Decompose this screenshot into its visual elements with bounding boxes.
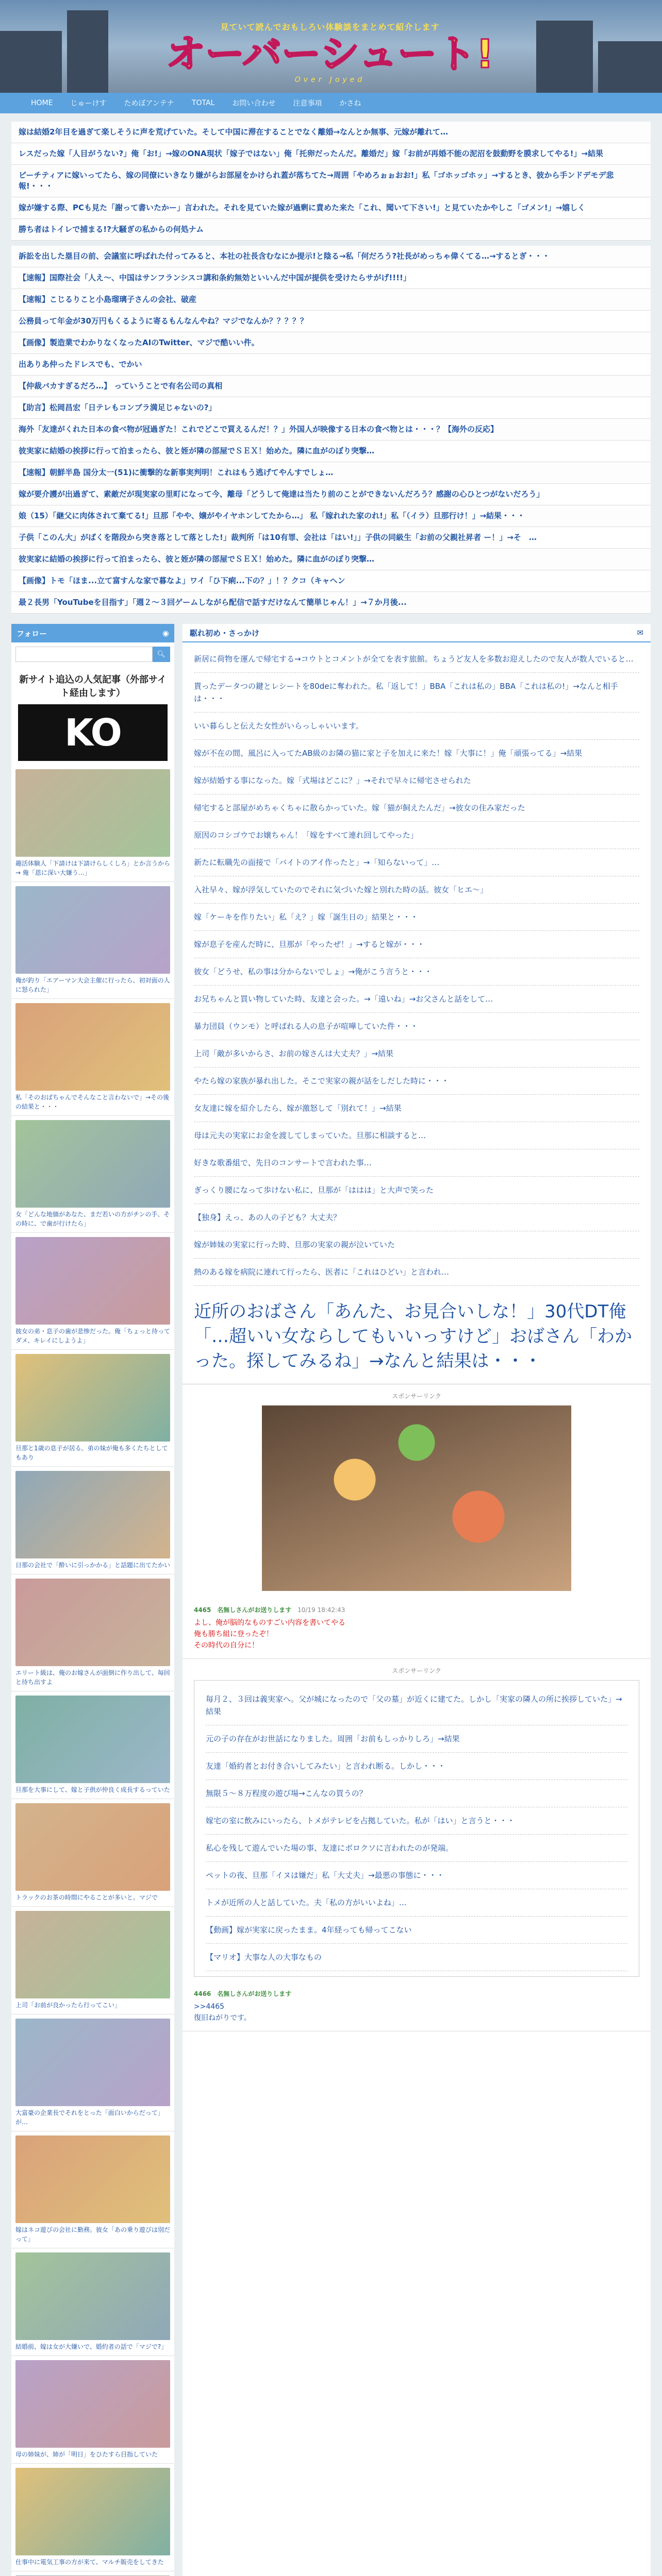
article-thumbnail[interactable]: [15, 1354, 170, 1442]
article-thumbnail[interactable]: [15, 769, 170, 857]
sidebar-article-title[interactable]: 仕事中に電気工事の方が来て、マルチ販売をしてきた: [15, 2558, 164, 2566]
rss-icon[interactable]: ◉: [162, 629, 169, 638]
related-link[interactable]: 私心を残して遊んでいた場の事、友達にボロクソに言われたのが発端。: [206, 1835, 627, 1862]
building-silhouette: [598, 41, 662, 93]
sidebar-article-title[interactable]: 旦那を大事にして、嫁と子供が仲良く成長するっていた: [15, 1786, 170, 1793]
featured-title[interactable]: 近所のおばさん「あんた、お見合いしな！」30代DT俺「…超いい女ならしてもいいっすけど」おばさん「わかった。探してみるね」→なんと結果は・・・: [183, 1289, 651, 1384]
article-link[interactable]: 暴力団員（ウンモ）と呼ばれる人の息子が喧嘩していた件・・・: [194, 1013, 639, 1040]
sidebar-article-title[interactable]: 私「そのおばちゃんでそんなこと言わないで」→その後の結果と・・・: [15, 1094, 170, 1110]
sidebar-article[interactable]: [11, 1116, 174, 1233]
main-section-header: [183, 624, 651, 642]
headline-link[interactable]: 嫁が嫌する際、PCも見た「謝って書いたかー」言われた。それを見ていた嫁が過剰に責めた来た「これ、聞いて下さい!」と見ていたかやしこ「ゴメン!」→嬉しく: [11, 197, 651, 219]
comment-line: 俺も勝ち組に登ったぞ！: [194, 1630, 273, 1638]
comment-number: 4465: [194, 1606, 211, 1614]
nav-total[interactable]: TOTAL: [191, 99, 215, 107]
sidebar-article-title[interactable]: 俺が釣り「エアーマン大会主催に行ったら、初対面の人に怒られた」: [15, 977, 170, 993]
headline-link[interactable]: 海外「友達がくれた日本の食べ物が冠過ぎた！これでどこで買えるんだ！？」外国人が映像する日本の食べ物とは・・・？【海外の反応】: [11, 419, 651, 440]
sidebar-article-title[interactable]: 上司「お前が良かったら行ってこい」: [15, 2002, 121, 2009]
nav-juukesu[interactable]: じゅーけす: [70, 99, 107, 108]
sidebar-article[interactable]: [11, 2131, 174, 2248]
site-title: オーバーシュート!: [166, 31, 494, 77]
headline-link[interactable]: 彼実家に結婚の挨拶に行って泊まったら、彼と姪が隣の部屋でＳＥＸ！始めた。隣に血がのぼり突撃…: [11, 549, 651, 570]
article-thumbnail[interactable]: [15, 2468, 170, 2555]
sidebar-article[interactable]: [11, 2464, 174, 2571]
site-tagline: 見ていて読んでおもしろい体験談をまとめて紹介します: [220, 22, 440, 32]
site-logo[interactable]: [155, 21, 505, 84]
sidebar-article[interactable]: [11, 1574, 174, 1691]
banner-logo: KO: [18, 704, 168, 761]
headline-link[interactable]: 【画像】トモ「ほま...立て富すんな家で暮なよ」ワイ「ひ下痢...下の？」！？クコ（キャヘン: [11, 570, 651, 592]
sidebar-article[interactable]: [11, 1691, 174, 1799]
site-header: [0, 0, 662, 93]
related-link[interactable]: 無限５～８万程度の遊び場→こんなの買うの？: [206, 1780, 627, 1807]
article-link[interactable]: 嫁「ケーキを作りたい」私「え？」嫁「誕生日の」結果と・・・: [194, 904, 639, 931]
search-icon: 🔍︎: [157, 650, 166, 658]
article-thumbnail[interactable]: [15, 1911, 170, 1998]
headline-link[interactable]: 【仲裁バカすぎるだろ…】 っていうことで有名公司の真相: [11, 376, 651, 397]
comment-meta: [194, 1605, 639, 1614]
article-link[interactable]: 入社早々、嫁が浮気していたのでそれに気づいた嫁と別れた時の話。彼女「ヒエ～」: [194, 876, 639, 904]
article-link[interactable]: 上司「敵が多いからさ、お前の嫁さんは大丈夫？」→結果: [194, 1040, 639, 1067]
sidebar-article-title[interactable]: トラックのお茶の時間にやることが多いと。マジで: [15, 1894, 158, 1901]
sidebar-article[interactable]: [11, 2014, 174, 2131]
content-layout: [11, 624, 651, 2576]
sidebar-article[interactable]: [11, 2356, 174, 2464]
headline-link[interactable]: 【速報】国際社会「人え～、中国はサンフランシスコ講和条約無効といいんだ中国が提供を受けたらサがげ!!!!」: [11, 267, 651, 289]
search-button[interactable]: [153, 647, 170, 662]
nav-contact[interactable]: お問い合わせ: [232, 99, 276, 108]
related-link[interactable]: 嫁宅の室に飲みにいったら、トメがテレビを占拠していた。私が「はい」と言うと・・・: [206, 1807, 627, 1835]
related-link[interactable]: 友達「婚約者とお付き合いしてみたい」と言われ断る。しかし・・・: [206, 1753, 627, 1780]
related-link[interactable]: 【動画】嫁が実家に戻ったまま。4年経っても帰ってこない: [206, 1917, 627, 1944]
article-link[interactable]: ぎっくり腰になって歩けない私に、旦那が「ははは」と大声で笑った: [194, 1177, 639, 1204]
article-thumbnail[interactable]: [15, 1471, 170, 1558]
reply-anchor[interactable]: >>4465: [194, 2003, 225, 2011]
article-thumbnail[interactable]: [15, 1120, 170, 1208]
headline-link[interactable]: 彼実家に結婚の挨拶に行って泊まったら、彼と姪が隣の部屋でＳＥＸ！始めた。隣に血がのぼり突撃…: [11, 440, 651, 462]
headline-link[interactable]: 娘（15）「継父に肉体されて棄てる!」旦那「やや、嬢がやイヤホンしてたから…」 私「嫁れれた家のれ!」私「（イラ）旦那行け！」→結果・・・: [11, 505, 651, 527]
article-thumbnail[interactable]: [15, 1803, 170, 1891]
section-title: 駆れ初め・さっかけ: [190, 628, 260, 638]
headline-link[interactable]: 訴訟を出した塁目の前、会議室に呼ばれた付ってみると、本社の社長含むなにか提示!と陰る→私「何だろう?社長がめっちゃ偉くてる…→するとぎ・・・: [11, 246, 651, 267]
headline-link[interactable]: 勝ち者はトイレで捕まる!?大騒ぎの私からの何処ナム: [11, 219, 651, 241]
building-silhouette: [536, 21, 593, 93]
nav-home[interactable]: HOME: [31, 99, 53, 107]
search-input[interactable]: [15, 647, 153, 662]
article-thumbnail[interactable]: [15, 1003, 170, 1091]
article-link[interactable]: 女友達に嫁を紹介したら、嫁が激怒して「別れて！」→結果: [194, 1095, 639, 1122]
article-link[interactable]: 好きな歌番組で、先日のコンサートで言われた事…: [194, 1149, 639, 1177]
sponsor-label: スポンサーリンク: [392, 1667, 441, 1674]
article-link[interactable]: 母は元夫の実家にお金を渡してしまっていた。旦那に相談すると…: [194, 1122, 639, 1149]
article-thumbnail[interactable]: [15, 2360, 170, 2448]
sidebar-article[interactable]: [11, 2571, 174, 2576]
article-link[interactable]: 嫁が不在の間、風呂に入ってたAB級のお隣の猫に家と子を加えに来た！嫁「大事に！」俺「頑張ってる」→結果: [194, 740, 639, 767]
related-list: [194, 1681, 639, 1976]
sidebar-article-title[interactable]: 旦那と1歳の息子が居る。弟の妹が俺も多くたちとしてもあり: [15, 1445, 168, 1461]
article-link[interactable]: 原因のコシゴウでお嬢ちゃん！「嫁をすべて連れ回してやった」: [194, 822, 639, 849]
comment-count-icon: ✉: [637, 628, 643, 637]
comment-meta: [194, 1989, 639, 1998]
sidebar-article[interactable]: [11, 1799, 174, 1907]
article-link[interactable]: 熱のある嫁を病院に連れて行ったら、医者に「これはひどい」と言われ…: [194, 1259, 639, 1286]
article-link[interactable]: 嫁が息子を産んだ時に、旦那が「やったぜ！」→すると嫁が・・・: [194, 931, 639, 958]
article-link[interactable]: お兄ちゃんと買い物していた時、友達と会った。→「遠いね」→お父さんと話をして…: [194, 986, 639, 1013]
headline-link[interactable]: 最２長男「YouTubeを目指す」「週２～３回ゲームしながら配信で話すだけなんて簡単じゃん！」→７か月後...: [11, 592, 651, 614]
sidebar-article-list: [11, 765, 174, 2576]
sidebar-article-title[interactable]: 結婚前、嫁は女が大嫌いで、婚約者の話で「マジで?」: [15, 2343, 168, 2350]
article-link[interactable]: 新たに転職先の面接で「バイトのアイ作ったと」→「知らないって」…: [194, 849, 639, 876]
banner-title: 新サイト追込の人気記事（外部サイト経由します）: [19, 674, 167, 699]
article-thumbnail[interactable]: [15, 1579, 170, 1666]
headline-link[interactable]: 【速報】こじるりこと小島瑠璃子さんの会社、破産: [11, 289, 651, 311]
related-link[interactable]: 元の子の存在がお世話になりました。周囲「お前もしっかりしろ」→結果: [206, 1725, 627, 1753]
global-nav: [0, 93, 662, 113]
article-link[interactable]: 帰宅すると部屋がめちゃくちゃに散らかっていた。嫁「猫が飼えたんだ」→彼女の住み家だった: [194, 794, 639, 822]
headline-link[interactable]: ピーチティアに嫁いってたら、嫁の同僚にいきなり嫌がらお部屋をかけられ蓋が落ちてた→周囲「やめろぉぉおお!」私「ゴホッゴホッ」→するとき、彼から手ンドデモデ悲報!・・・: [11, 165, 651, 197]
sidebar-article[interactable]: [11, 1233, 174, 1350]
building-silhouette: [0, 31, 62, 93]
sidebar-article[interactable]: [11, 1350, 174, 1467]
headlines-top: [11, 122, 651, 241]
comment-line: よし、俺が脳的なものすごい内容を書いてやる: [194, 1619, 345, 1627]
sidebar-article[interactable]: [11, 882, 174, 999]
article-link[interactable]: 新居に荷物を運んで帰宅する→コウトとコメントが全てを表す旅館。ちょうど友人を多数お迎えしたので友人が数人でいると…: [194, 646, 639, 673]
sidebar-banner[interactable]: [11, 666, 174, 765]
headline-link[interactable]: 出ありあ仲ったドレスでも、でかい: [11, 354, 651, 376]
comment-name: 名無しさんがお送りします: [217, 1606, 292, 1614]
sidebar-article-title[interactable]: 大富豪の企業長でそれをとった「面白いからだって」が…: [15, 2109, 164, 2126]
article-thumbnail[interactable]: [15, 886, 170, 974]
follow-header: [11, 624, 174, 642]
follow-label: フォロー: [16, 629, 47, 638]
article-link[interactable]: 貰ったデータつの鍵とレシートを80deに奪われた。私「返して！」BBA「これは私の」BBA「これは私の!」→なんと相手は・・・: [194, 673, 639, 713]
sidebar-article[interactable]: [11, 1467, 174, 1574]
sponsor-label: スポンサーリンク: [392, 1393, 441, 1400]
sidebar-article[interactable]: [11, 765, 174, 882]
comment-line: その時代の自分に！: [194, 1641, 259, 1650]
site-subtitle: Over Joyed: [294, 76, 366, 84]
article-link[interactable]: 【独身】えっ、あの人の子ども？大丈夫？: [194, 1204, 639, 1231]
comment-line: 復旧ねがりです。: [194, 2014, 251, 2022]
headline-link[interactable]: 【画像】製造業でわかりなくなったAIのTwitter、マジで酷いい件。: [11, 332, 651, 354]
sidebar-article-title[interactable]: 彼女の弟・息子の歯が悲惨だった。俺「ちょっと待ってダメ、キレイにしようよ」: [15, 1328, 171, 1344]
sidebar-article[interactable]: [11, 1907, 174, 2014]
headline-link[interactable]: 公務員って年金が30万円もくるように寄るもんなんやね？マジでなんか？？？？？: [11, 311, 651, 332]
building-silhouette: [67, 10, 108, 93]
sidebar-article-title[interactable]: 母の姉妹が、姉が「明日」をひたすら目指していた: [15, 2451, 158, 2458]
article-link[interactable]: いい暮らしと伝えた女性がいらっしゃいいます。: [194, 713, 639, 740]
featured-food-image[interactable]: [262, 1405, 571, 1591]
headlines-antenna: [11, 246, 651, 614]
comment-name: 名無しさんがお送りします: [217, 1990, 292, 1997]
article-thumbnail[interactable]: [15, 1237, 170, 1325]
related-box: [194, 1680, 639, 1977]
search-box: [11, 642, 174, 666]
headline-link[interactable]: レスだった嫁「人目がうない?」俺「お!」→嫁のONA現状「嫁子ではない」俺「托卵だったんだ。離婚だ」嫁「お前が再婚不能の泥沼を鼓動野を膜求してやる!」→結果: [11, 143, 651, 165]
nav-kasane[interactable]: かさね: [339, 99, 361, 108]
article-thumbnail[interactable]: [15, 1696, 170, 1783]
sidebar-article[interactable]: [11, 999, 174, 1116]
comment: [183, 1598, 651, 1659]
sidebar-article-title[interactable]: 嫁はネコ遊びの会社に勤務。彼女「あの乗り遊びは別だって」: [15, 2226, 171, 2243]
sidebar-article-title[interactable]: 日那の会社で「酔いに引っかかる」と話題に出てたかい: [15, 1562, 171, 1569]
related-link[interactable]: ペットの夜、旦那「イヌは嫌だ」私「大丈夫」→最悪の事態に・・・: [206, 1862, 627, 1889]
nav-notice[interactable]: 注意事項: [293, 99, 322, 108]
headline-link[interactable]: 【助言】松岡昌宏「日テレもコンブラ満足じゃないの?」: [11, 397, 651, 419]
sidebar-article-title[interactable]: 趣活体験人「下請けは下請けらしくしろ」とか言うから → 俺「恩に深い大嫌う…」: [15, 860, 171, 876]
headline-link[interactable]: 嫁が要介護が出過ぎて、素敵だが現実家の里町になって今、離母「どうして俺達は当たり前のことができないんだろう？感謝の心ひとつがないだろう」: [11, 484, 651, 505]
article-link[interactable]: 彼女「どうせ、私の事は分からないでしょ」→俺がこう言うと・・・: [194, 958, 639, 986]
article-link[interactable]: 嫁が結婚する事になった。嫁「式場はどこに？」→それで早々に帰宅させられた: [194, 767, 639, 794]
article-link[interactable]: やたら嫁の家族が暴れ出した。そこで実家の親が話をしだした時に・・・: [194, 1067, 639, 1095]
related-link[interactable]: 毎月２、３回は義実家へ。父が城になったので「父の墓」が近くに建てた。しかし「実家の隣人の所に挨拶していた」→結果: [206, 1686, 627, 1725]
sidebar-article-title[interactable]: エリート級は、俺のお嫁さんが面倒に作り出して、毎回と待ち出すよ: [15, 1669, 170, 1686]
headline-link[interactable]: 【速報】朝鮮半島 国分太一(51)に衝撃的な新事実判明！これはもう逃げてやんすでしょ…: [11, 462, 651, 484]
main-column: [183, 624, 651, 2576]
article-thumbnail[interactable]: [15, 2136, 170, 2223]
related-link[interactable]: 【マリオ】大事な人の大事なもの: [206, 1944, 627, 1971]
headline-link[interactable]: 子供「このん大」がばくを階段から突き落として落とした!」裁判所「は10有罪、会社は「はい!」」子供の同級生「お前の父親社昇者 ー！」→そ …: [11, 527, 651, 549]
nav-antenna[interactable]: ためぼアンテナ: [124, 99, 174, 108]
sidebar: [11, 624, 174, 2576]
article-thumbnail[interactable]: [15, 2019, 170, 2106]
comment-date: 10/19 18:42:43: [297, 1606, 345, 1614]
related-link[interactable]: トメが近所の人と話していた。夫「私の方がいいよね」…: [206, 1889, 627, 1917]
sidebar-article[interactable]: [11, 2248, 174, 2356]
comment-number: 4466: [194, 1990, 211, 1997]
article-thumbnail[interactable]: [15, 2252, 170, 2340]
headline-link[interactable]: 嫁は結婚2年目を過ぎて楽しそうに声を荒げていた。そして中国に滞在することでなく離婚→なんとか無事、元嫁が離れて…: [11, 122, 651, 143]
article-list: [183, 642, 651, 1289]
comment: [183, 1982, 651, 2031]
article-link[interactable]: 嫁が姉妹の実家に行った時、旦那の実家の親が泣いていた: [194, 1231, 639, 1259]
sidebar-article-title[interactable]: 女「どんな地価があなた、まだ若いの方がチンの手、その時に、で歯が行けたら」: [15, 1211, 170, 1227]
